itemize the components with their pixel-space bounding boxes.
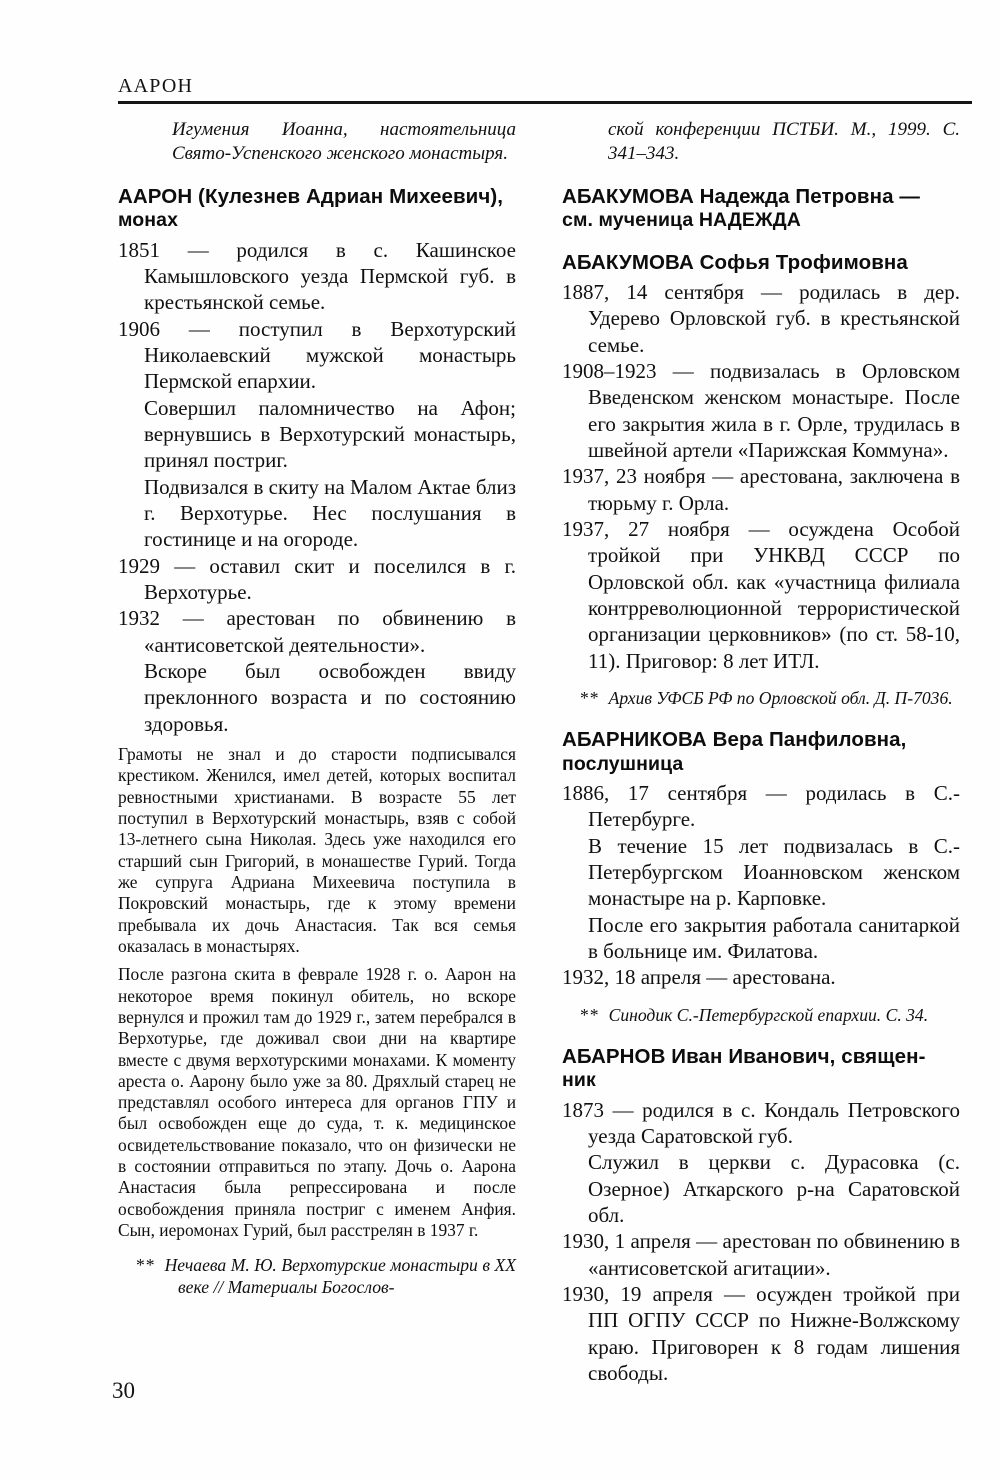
- running-head-rule: [118, 101, 972, 104]
- entry-paragraph: 1937, 27 ноября — осуждена Особой тройкой при УНКВД СССР по Орловской обл. как «участница филиала контрреволюционной террористической организации церковников» (по ст. 58-10, 11). Приговор: 8 лет ИТЛ.: [562, 517, 960, 673]
- entry-headword-line1: АБАРНИКОВА Вера Панфиловна,: [562, 728, 907, 752]
- entry-paragraph: 1937, 23 ноября — арестована, заключена в тюрьму г. Орла.: [562, 464, 960, 515]
- entry-paragraph: 1851 — родился в с. Кашинское Камышловского уезда Пермской губ. в крестьянской семье.: [118, 237, 516, 315]
- reference-marker: **: [580, 1004, 600, 1025]
- running-head-title: ААРОН: [118, 75, 194, 97]
- entry-paragraph: 1873 — родился в с. Кондаль Петровского уезда Саратовской губ.: [562, 1097, 960, 1148]
- entry-paragraph: Служил в церкви с. Дурасовка (с. Озерное) Аткарского р-на Саратовской обл.: [588, 1150, 960, 1227]
- entry-paragraph: 1929 — оставил скит и поселился в г. Верхотурье.: [118, 553, 516, 605]
- entry-headword-line2: монах: [118, 209, 179, 232]
- entry-paragraph: 1908–1923 — подвизалась в Орловском Введенском женском монастыре. После его закрытия жила в г. Орле, трудилась в швейной артели «Парижская Коммуна».: [562, 358, 960, 463]
- entry-paragraph: 1932 — арестован по обвинению в «антисоветской деятельности».: [118, 606, 516, 657]
- page-number: 30: [112, 1378, 135, 1403]
- left-column: [118, 118, 516, 1299]
- entry-paragraph: 1930, 19 апреля — осужден тройкой при ПП ОГПУ СССР по Нижне-Волжскому краю. Приговорен к 8 годам лишения свободы.: [562, 1282, 960, 1386]
- entry-headword-line1: АБАКУМОВА Софья Трофимовна: [562, 250, 908, 274]
- entry-headword-aaron: [118, 185, 516, 232]
- entry-headword-abakumova-nadezhda: [562, 185, 960, 232]
- entry-headword-abarnov-ivan: [562, 1045, 960, 1092]
- right-column: [562, 118, 960, 1386]
- entry-paragraph: Подвизался в скиту на Малом Актае близ г. Верхотурье. Нес послушания в гостинице и на огороде.: [144, 474, 516, 552]
- reference-marker: **: [580, 688, 600, 709]
- entry-paragraph: 1930, 1 апреля — арестован по обвинению в «антисоветской агитации».: [562, 1229, 960, 1280]
- reference-marker: **: [136, 1255, 156, 1276]
- entry-headword-line1: АБАКУМОВА Надежда Петровна —: [562, 184, 920, 208]
- entry-headword-line2: послушница: [562, 752, 684, 775]
- entry-commentary-paragraph: Грамоты не знал и до старости подписывался крестиком. Женился, имел детей, которых воспитал ревностными христианами. В возрасте 55 лет поступил в Верхотурский монастырь, взяв с собой 13-летнего сына Николая. Здесь уже находился его старший сын Григорий, в монашестве Гурий. Тогда же супруга Адриана Михеевича поступила в Покровский монастырь, где к этому времени пребывала их дочь Анастасия. Так вся семья оказалась в монастырях.: [118, 744, 516, 956]
- entry-reference: [562, 687, 960, 709]
- continued-reference-note: ской конференции ПСТБИ. М., 1999. С. 341–343.: [608, 119, 960, 164]
- entry-headword-abakumova-sofya: [562, 251, 960, 274]
- entry-headword-line1: ААРОН (Кулезнев Адриан Михеевич),: [118, 184, 504, 208]
- reference-text: Архив УФСБ РФ по Орловской обл. Д. П-7036.: [608, 688, 953, 709]
- reference-text: Синодик С.-Петербургской епархии. С. 34.: [608, 1004, 929, 1025]
- entry-headword-line1: АБАРНОВ Иван Иванович, священ-: [562, 1044, 926, 1068]
- continued-italic-note: Игумения Иоанна, настоятельница Свято-Успенского женского монастыря.: [172, 119, 516, 164]
- entry-paragraph: 1932, 18 апреля — арестована.: [562, 965, 836, 990]
- entry-reference: [562, 1004, 960, 1026]
- entry-paragraph: Совершил паломничество на Афон; вернувшись в Верхотурский монастырь, принял постриг.: [144, 395, 516, 473]
- running-head: [118, 76, 972, 104]
- entry-headword-line2: ник: [562, 1069, 596, 1092]
- entry-headword-abarnikova-vera: [562, 728, 960, 775]
- entry-commentary-paragraph: После разгона скита в феврале 1928 г. о. Аарон на некоторое время покинул обитель, но вскоре вернулся и прожил там до 1929 г., затем перебрался в Верхотурье, где доживал свои дни на квартире вместе с двумя верхотурскими монахами. К моменту ареста о. Аарону было уже за 80. Дряхлый старец не представлял особого интереса для органов ГПУ и был освобожден еще до суда, т. к. медицинское освидетельствование показало, что он физически не в состоянии отправиться по этапу. Дочь о. Аарона Анастасия была репрессирована и после освобождения приняла постриг с именем Анфия. Сын, иеромонах Гурий, был расстрелян в 1937 г.: [118, 964, 516, 1240]
- reference-text: Нечаева М. Ю. Верхотурские монастыри в XX веке // Материалы Богослов-: [164, 1255, 516, 1298]
- entry-paragraph: 1887, 14 сентября — родилась в дер. Удерево Орловской губ. в крестьянской семье.: [562, 279, 960, 357]
- entry-paragraph: После его закрытия работала санитаркой в больнице им. Филатова.: [588, 912, 960, 964]
- entry-paragraph: 1906 — поступил в Верхотурский Николаевский мужской монастырь Пермской епархии.: [118, 316, 516, 394]
- entry-reference: [118, 1254, 516, 1298]
- entry-paragraph: В течение 15 лет подвизалась в С.-Петербургском Иоанновском женском монастыре на р. Карповке.: [588, 833, 960, 911]
- entry-paragraph: 1886, 17 сентября — родилась в С.-Петербурге.: [562, 780, 960, 832]
- entry-paragraph: Вскоре был освобожден ввиду преклонного возраста и по состоянию здоровья.: [144, 659, 516, 736]
- entry-headword-line2: см. мученица НАДЕЖДА: [562, 209, 801, 232]
